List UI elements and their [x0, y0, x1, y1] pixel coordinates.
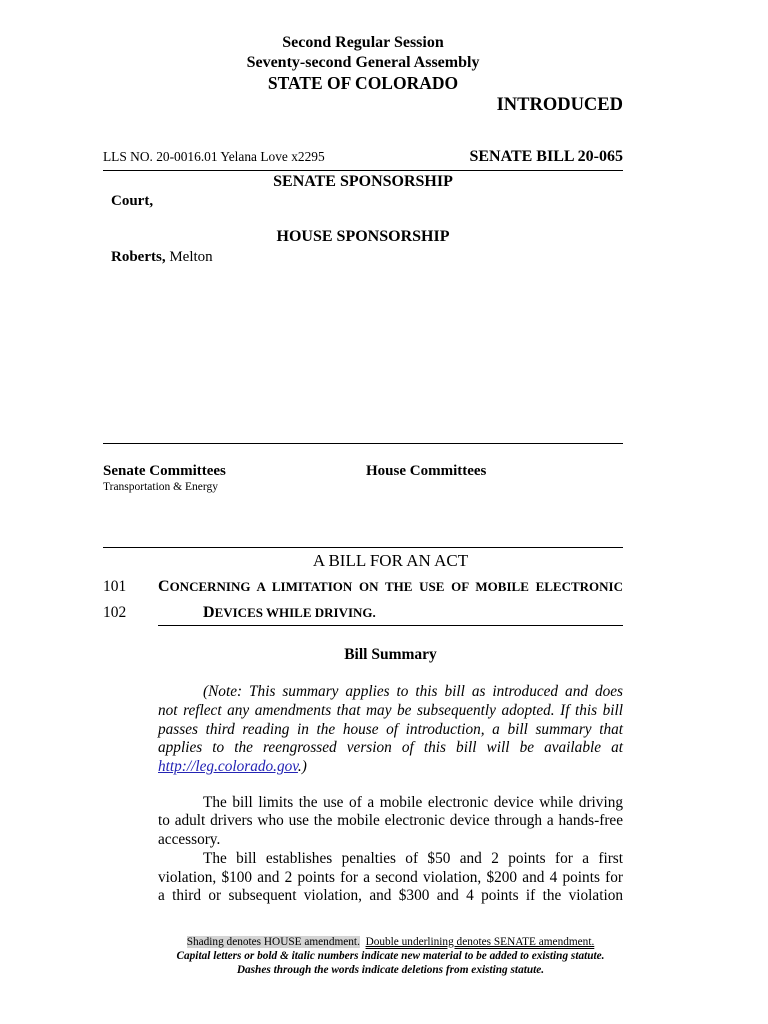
summary-line: to adult drivers who use the mobile electronic device through a hands-free [158, 812, 623, 830]
senate-sponsors: Court, [111, 193, 154, 209]
sponsorship-divider [103, 443, 623, 444]
line-number: 101 [103, 578, 127, 595]
summary-line: accessory. [158, 831, 221, 849]
house-amendment-note: Shading denotes HOUSE amendment. [186, 936, 360, 948]
summary-line: The bill establishes penalties of $50 and 2 points for a first [203, 849, 623, 867]
bill-status: INTRODUCED [496, 95, 623, 115]
note-line: not reflect any amendments that may be subsequently adopted. If this bill [158, 701, 623, 719]
note-line [158, 758, 623, 777]
house-committees-heading: House Committees [366, 463, 487, 479]
bill-title-line: CONCERNING A LIMITATION ON THE USE OF MOBILE ELECTRONIC [158, 578, 623, 595]
bill-number: SENATE BILL 20-065 [469, 148, 623, 165]
summary-line: The bill limits the use of a mobile electronic device while driving [203, 793, 623, 811]
dashes-note: Dashes through the words indicate deletions from existing statute. [236, 964, 545, 976]
committees-divider [103, 547, 623, 548]
capital-letters-note: Capital letters or bold & italic numbers indicate new material to be added to existing statute. [176, 950, 605, 962]
state-label: STATE OF COLORADO [267, 73, 459, 93]
lls-number: LLS NO. 20-0016.01 Yelana Love x2295 [103, 149, 325, 164]
bill-act-heading: A BILL FOR AN ACT [312, 551, 469, 570]
summary-line: a third or subsequent violation, and $300 and 4 points if the violation [158, 887, 623, 905]
house-prime-sponsor: Roberts, [111, 249, 166, 265]
legislature-link[interactable]: http://leg.colorado.gov [158, 758, 298, 776]
amendment-legend [158, 935, 623, 949]
line-number: 102 [103, 604, 127, 621]
senate-committees-heading: Senate Committees [103, 463, 226, 479]
title-divider [158, 625, 623, 626]
header-divider [103, 170, 623, 171]
summary-body [158, 794, 623, 907]
session-label: Second Regular Session [282, 34, 444, 51]
assembly-label: Seventy-second General Assembly [246, 54, 480, 71]
note-line: passes third reading in the house of introduction, a bill summary that [158, 720, 623, 738]
senate-sponsorship-heading: SENATE SPONSORSHIP [273, 173, 453, 190]
note-line: applies to the reengrossed version of this bill will be available at [158, 739, 623, 757]
bill-title-line: DEVICES WHILE DRIVING. [203, 604, 376, 621]
house-sponsors [111, 248, 213, 266]
senate-amendment-note: Double underlining denotes SENATE amendment. [365, 936, 595, 948]
bill-summary-heading: Bill Summary [344, 646, 437, 663]
house-sponsorship-heading: HOUSE SPONSORSHIP [276, 228, 450, 245]
house-cosponsors: Melton [169, 249, 213, 265]
note-line: (Note: This summary applies to this bill as introduced and does [203, 683, 623, 700]
senate-committee-item: Transportation & Energy [103, 481, 218, 493]
note-closing: .) [297, 758, 307, 776]
summary-note [158, 683, 623, 777]
summary-line: violation, $100 and 2 points for a second violation, $200 and 4 points for [158, 868, 623, 886]
